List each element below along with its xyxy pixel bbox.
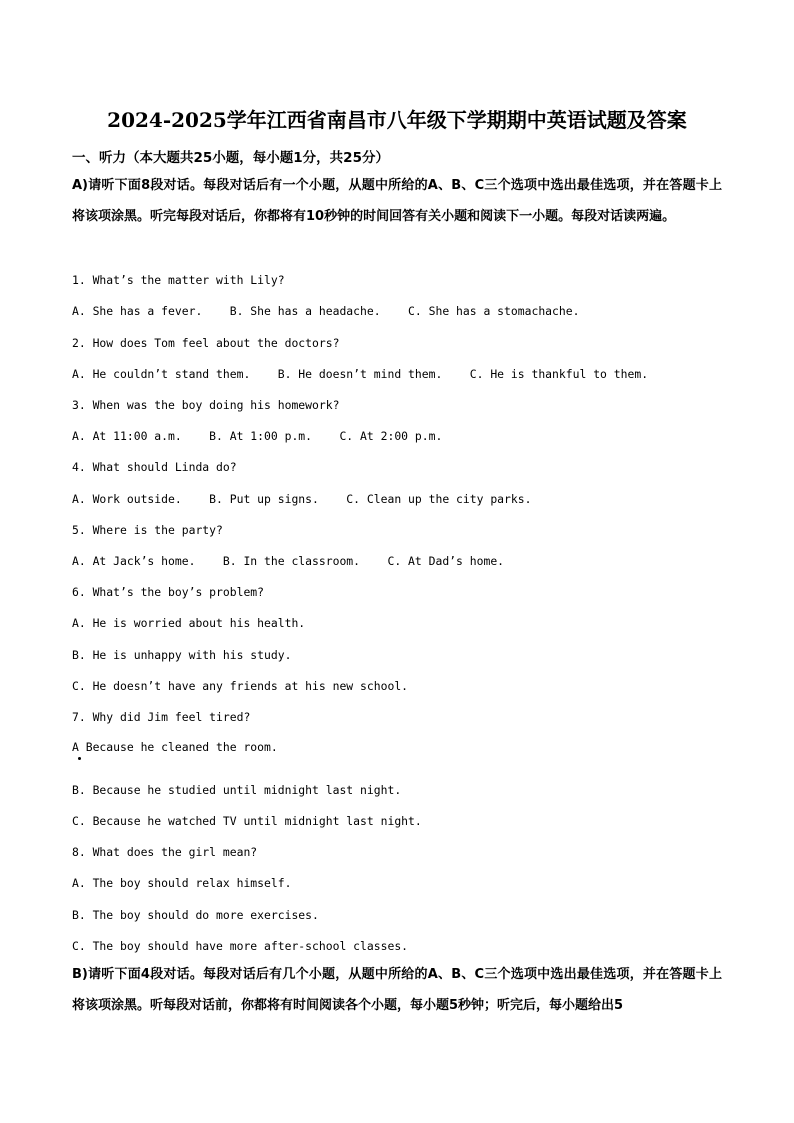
question-6-option-c: C. He doesn’t have any friends at his new school. xyxy=(72,679,409,693)
question-4: 4. What should Linda do? xyxy=(72,460,237,474)
question-1-options: A. She has a fever. B. She has a headache. C. She has a stomachache. xyxy=(72,304,580,318)
question-8: 8. What does the girl mean? xyxy=(72,845,258,859)
question-3-options: A. At 11:00 a.m. B. At 1:00 p.m. C. At 2:00 p.m. xyxy=(72,429,443,443)
question-8-option-b: B. The boy should do more exercises. xyxy=(72,908,319,922)
question-7: 7. Why did Jim feel tired? xyxy=(72,710,251,724)
question-4-options: A. Work outside. B. Put up signs. C. Clean up the city parks. xyxy=(72,492,532,506)
question-8-option-c: C. The boy should have more after-school classes. xyxy=(72,939,409,953)
page-title: 2024-2025学年江西省南昌市八年级下学期期中英语试题及答案 xyxy=(107,108,687,132)
question-8-option-a: A. The boy should relax himself. xyxy=(72,876,292,890)
question-2: 2. How does Tom feel about the doctors? xyxy=(72,336,340,350)
question-5-options: A. At Jack’s home. B. In the classroom. C. At Dad’s home. xyxy=(72,554,505,568)
part-b-instruction: B)请听下面4段对话。每段对话后有几个小题，从题中所给的A、B、C三个选项中选出最佳选项，并在答题卡上将该项涂黑。听每段对话前，你都将有时间阅读各个小题，每小题5秒钟；听完后，每小题给出5 xyxy=(72,967,722,1013)
question-6-option-b: B. He is unhappy with his study. xyxy=(72,648,292,662)
question-6-option-a: A. He is worried about his health. xyxy=(72,616,306,630)
question-2-options: A. He couldn’t stand them. B. He doesn’t mind them. C. He is thankful to them. xyxy=(72,367,649,381)
part-a-instruction: A)请听下面8段对话。每段对话后有一个小题，从题中所给的A、B、C三个选项中选出最佳选项，并在答题卡上将该项涂黑。听完每段对话后，你都将有10秒钟的时间回答有关小题和阅读下一小题。每段对话读两遍。 xyxy=(72,178,722,224)
question-7-option-c: C. Because he watched TV until midnight last night. xyxy=(72,814,422,828)
question-7-option-a: A Because he cleaned the room. xyxy=(72,740,278,754)
question-1: 1. What’s the matter with Lily? xyxy=(72,273,285,287)
question-5: 5. Where is the party? xyxy=(72,523,223,537)
question-3: 3. When was the boy doing his homework? xyxy=(72,398,340,412)
question-7-option-b: B. Because he studied until midnight last night. xyxy=(72,783,402,797)
question-6: 6. What’s the boy’s problem? xyxy=(72,585,265,599)
section-heading: 一、听力（本大题共25小题，每小题1分，共25分） xyxy=(72,150,389,166)
stray-mark xyxy=(78,757,81,760)
